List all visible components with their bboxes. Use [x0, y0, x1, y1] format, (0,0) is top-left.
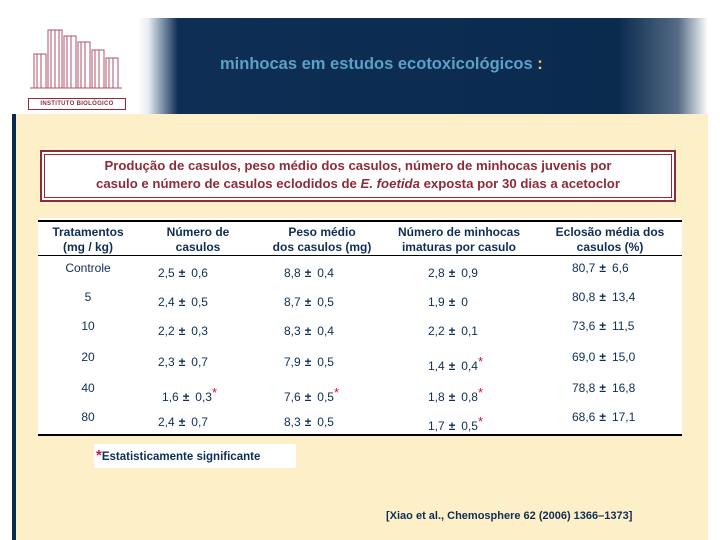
note-text: Estatisticamente significante — [101, 451, 261, 463]
header-numero-casulos-1: Número de — [166, 225, 230, 239]
cell-minhocas-imaturas — [428, 319, 478, 338]
cell-minhocas-imaturas-sd: 0,9 — [461, 266, 478, 280]
plus-minus-sign: ± — [599, 381, 606, 395]
cell-minhocas-imaturas-sd: 0,5 — [461, 419, 478, 433]
cell-numero-casulos-sd: 0,7 — [191, 355, 208, 369]
content-area — [12, 114, 708, 540]
cell-minhocas-imaturas-sd: 0 — [461, 295, 468, 309]
table-top-rule — [38, 220, 682, 222]
cell-eclosao-sd: 16,8 — [611, 381, 636, 395]
logo — [12, 18, 138, 114]
cell-peso-medio — [284, 385, 339, 404]
cell-peso-medio — [284, 350, 334, 369]
cell-eclosao-sd: 6,6 — [611, 261, 629, 275]
cell-numero-casulos-mean: 2,4 — [158, 415, 175, 429]
cell-peso-medio-mean: 7,6 — [284, 390, 301, 404]
cell-eclosao-mean: 78,8 — [572, 381, 596, 395]
cell-eclosao-mean: 73,6 — [572, 319, 596, 333]
cell-peso-medio-mean: 7,9 — [284, 355, 301, 369]
cell-eclosao-sd: 15,0 — [611, 350, 636, 364]
table-caption — [40, 150, 676, 202]
cell-peso-medio-mean: 8,3 — [284, 415, 301, 429]
caption-line-1: Produção de casulos, peso médio dos casulos, número de minhocas juvenis por — [104, 158, 612, 173]
header-peso-medio-1: Peso médio — [288, 225, 356, 239]
cell-numero-casulos — [158, 350, 208, 369]
significance-asterisk: * — [477, 414, 484, 429]
cell-numero-casulos-mean: 2,3 — [158, 355, 175, 369]
significance-asterisk: * — [477, 385, 484, 400]
plus-minus-sign: ± — [448, 266, 456, 280]
slide — [12, 18, 708, 540]
cell-numero-casulos-mean: 2,5 — [158, 266, 175, 280]
cell-minhocas-imaturas-mean: 1,4 — [428, 359, 445, 373]
plus-minus-sign: ± — [448, 295, 456, 309]
header-eclosao-2: casulos (%) — [576, 240, 644, 254]
header-banner — [138, 18, 708, 114]
cell-eclosao-mean: 80,8 — [572, 290, 596, 304]
cell-eclosao — [572, 410, 635, 424]
significance-asterisk: * — [477, 354, 484, 369]
cell-numero-casulos-sd: 0,7 — [191, 415, 208, 429]
slide-title-text: minhocas em estudos ecotoxicológicos — [220, 55, 533, 73]
cell-numero-casulos-mean: 2,4 — [158, 295, 175, 309]
cell-eclosao — [572, 350, 635, 364]
cell-minhocas-imaturas-mean: 1,7 — [428, 419, 445, 433]
header-eclosao-1: Eclosão média dos — [555, 225, 665, 239]
header-tratamentos-2: (mg / kg) — [63, 240, 113, 254]
table-bottom-rule — [38, 434, 682, 436]
cell-numero-casulos-sd: 0,3 — [195, 390, 212, 404]
cell-tratamento: Controle — [65, 261, 111, 275]
caption-species: E. foetida — [360, 176, 420, 191]
cell-numero-casulos-mean: 2,2 — [158, 324, 175, 338]
data-table — [38, 218, 682, 436]
cell-peso-medio-mean: 8,3 — [284, 324, 301, 338]
cell-minhocas-imaturas — [428, 354, 483, 373]
plus-minus-sign: ± — [304, 324, 312, 338]
cell-minhocas-imaturas — [428, 414, 483, 433]
plus-minus-sign: ± — [304, 266, 312, 280]
plus-minus-sign: ± — [178, 324, 186, 338]
header-numero-casulos-2: casulos — [175, 240, 221, 254]
cell-numero-casulos — [162, 385, 217, 404]
slide-title — [220, 55, 543, 74]
institute-building-icon — [26, 26, 126, 90]
cell-numero-casulos-sd: 0,6 — [191, 266, 208, 280]
cell-peso-medio — [284, 261, 334, 280]
cell-minhocas-imaturas — [428, 261, 478, 280]
header-eclosao — [538, 225, 682, 255]
plus-minus-sign: ± — [599, 261, 606, 275]
significance-asterisk: * — [333, 385, 340, 400]
header-peso-medio-2: dos casulos (mg) — [272, 240, 372, 254]
cell-numero-casulos — [158, 261, 208, 280]
cell-tratamento: 5 — [84, 290, 92, 304]
reference-citation: [Xiao et al., Chemosphere 62 (2006) 1366–1373] — [386, 510, 633, 522]
cell-eclosao-mean: 68,6 — [572, 410, 596, 424]
caption-line-2-pre: casulo e número de casulos eclodidos de — [95, 176, 361, 191]
plus-minus-sign: ± — [599, 410, 606, 424]
cell-eclosao-sd: 11,5 — [611, 319, 635, 333]
header-tratamentos — [38, 225, 138, 255]
cell-peso-medio-mean: 8,8 — [284, 266, 301, 280]
plus-minus-sign: ± — [178, 355, 186, 369]
cell-minhocas-imaturas-mean: 1,9 — [428, 295, 445, 309]
plus-minus-sign: ± — [178, 295, 186, 309]
cell-numero-casulos-mean: 1,6 — [162, 390, 179, 404]
cell-numero-casulos — [158, 290, 208, 309]
cell-peso-medio-sd: 0,5 — [317, 390, 334, 404]
cell-minhocas-imaturas-mean: 2,8 — [428, 266, 445, 280]
cell-minhocas-imaturas-mean: 2,2 — [428, 324, 445, 338]
plus-minus-sign: ± — [304, 295, 312, 309]
plus-minus-sign: ± — [448, 359, 456, 373]
logo-label: INSTITUTO BIOLÓGICO — [28, 98, 126, 110]
header-minhocas-imaturas — [388, 225, 530, 255]
cell-peso-medio — [284, 410, 334, 429]
cell-tratamento: 40 — [81, 381, 95, 395]
plus-minus-sign: ± — [448, 419, 456, 433]
cell-peso-medio-mean: 8,7 — [284, 295, 301, 309]
cell-tratamento: 80 — [81, 410, 95, 424]
plus-minus-sign: ± — [448, 390, 456, 404]
cell-minhocas-imaturas — [428, 385, 483, 404]
cell-peso-medio-sd: 0,4 — [317, 324, 334, 338]
header-peso-medio — [262, 225, 382, 255]
header-tratamentos-1: Tratamentos — [52, 225, 124, 239]
slide-title-colon: : — [537, 55, 543, 73]
plus-minus-sign: ± — [178, 266, 186, 280]
plus-minus-sign: ± — [599, 290, 606, 304]
cell-minhocas-imaturas-sd: 0,8 — [461, 390, 478, 404]
plus-minus-sign: ± — [182, 390, 190, 404]
plus-minus-sign: ± — [448, 324, 456, 338]
plus-minus-sign: ± — [304, 390, 312, 404]
cell-peso-medio — [284, 290, 334, 309]
plus-minus-sign: ± — [304, 415, 312, 429]
caption-line-2-post: exposta por 30 dias a acetoclor — [419, 176, 620, 191]
cell-peso-medio-sd: 0,5 — [317, 295, 334, 309]
header-numero-casulos — [148, 225, 248, 255]
cell-peso-medio-sd: 0,4 — [317, 266, 334, 280]
cell-minhocas-imaturas — [428, 290, 468, 309]
cell-eclosao-sd: 13,4 — [611, 290, 636, 304]
header-minhocas-imaturas-1: Número de minhocas — [397, 225, 521, 239]
cell-eclosao-mean: 69,0 — [572, 350, 596, 364]
cell-eclosao — [572, 381, 635, 395]
cell-tratamento: 20 — [81, 350, 95, 364]
cell-minhocas-imaturas-mean: 1,8 — [428, 390, 445, 404]
cell-peso-medio — [284, 319, 334, 338]
cell-numero-casulos — [158, 319, 208, 338]
plus-minus-sign: ± — [178, 415, 186, 429]
caption-line-2 — [42, 176, 674, 191]
plus-minus-sign: ± — [599, 319, 606, 333]
significance-note — [94, 444, 296, 468]
cell-minhocas-imaturas-sd: 0,1 — [461, 324, 478, 338]
cell-peso-medio-sd: 0,5 — [317, 355, 334, 369]
significance-asterisk: * — [211, 385, 218, 400]
cell-tratamento: 10 — [81, 319, 95, 333]
note-asterisk: * — [96, 447, 102, 464]
plus-minus-sign: ± — [304, 355, 312, 369]
cell-eclosao — [572, 261, 629, 275]
plus-minus-sign: ± — [599, 350, 606, 364]
cell-numero-casulos-sd: 0,3 — [191, 324, 208, 338]
header-minhocas-imaturas-2: imaturas por casulo — [401, 240, 517, 254]
cell-minhocas-imaturas-sd: 0,4 — [461, 359, 478, 373]
cell-eclosao — [572, 290, 635, 304]
cell-eclosao-sd: 17,1 — [611, 410, 636, 424]
cell-peso-medio-sd: 0,5 — [317, 415, 334, 429]
left-border — [12, 114, 16, 540]
cell-numero-casulos — [158, 410, 208, 429]
cell-eclosao — [572, 319, 634, 333]
table-header-rule — [38, 255, 682, 256]
cell-numero-casulos-sd: 0,5 — [191, 295, 208, 309]
cell-eclosao-mean: 80,7 — [572, 261, 596, 275]
